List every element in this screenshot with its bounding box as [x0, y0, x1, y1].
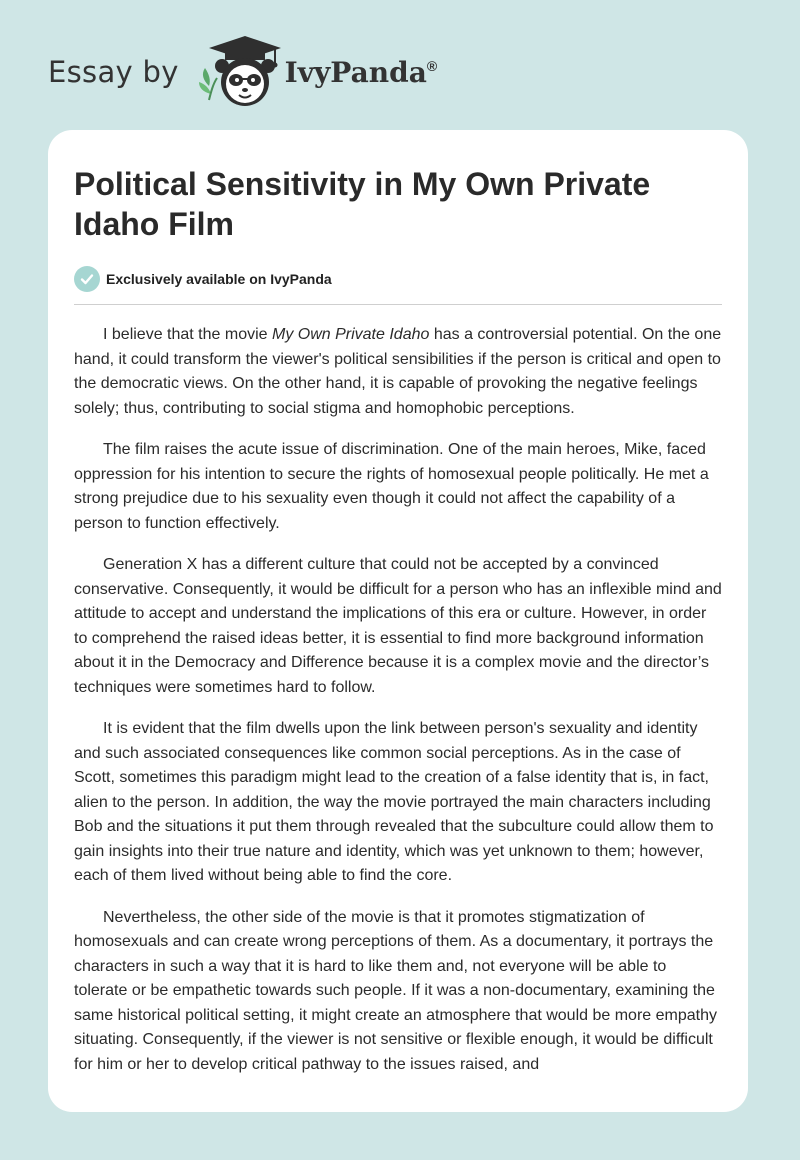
exclusive-badge [74, 266, 722, 292]
paragraph-4: It is evident that the film dwells upon the link between person's sexuality and identity and such associated consequences like common social perceptions. As in the case of Scott, sometimes this paradigm might lead to the creation of a false identity that is, in fact, alien to the person. In addition, the way the movie portrayed the main characters including Bob and the situations it put them through revealed that the subculture could allow them to gain insights into their true nature and identity, which was yet unknown to them; however, each of them lived without being able to find the core. [74, 720, 714, 884]
site-header [48, 34, 508, 110]
exclusive-badge-label: Exclusively available on IvyPanda [106, 271, 332, 287]
paragraph-3: Generation X has a different culture that could not be accepted by a convinced conservative. Consequently, it would be difficult for a person who has an inflexible mind and attitude to accept and understand the implications of this era or culture. However, in order to comprehend the raised ideas better, it is essential to find more background information about it in the Democracy and Difference because it is a complex movie and the director’s techniques were sometimes hard to follow. [74, 556, 722, 696]
brand-name: IvyPanda® [284, 55, 438, 89]
paragraph-2: The film raises the acute issue of discrimination. One of the main heroes, Mike, faced oppression for his intention to secure the rights of homosexual people politically. He met a strong prejudice due to his sexuality even though it could not affect the capability of a person to function effectively. [74, 441, 709, 532]
paragraph-1: I believe that the movie My Own Private Idaho has a controversial potential. On the one hand, it could transform the viewer's political sensibilities if the person is critical and open to the democratic views. On the other hand, it is capable of provoking the negative feelings solely; thus, contributing to social stigma and homophobic perceptions. [74, 326, 722, 417]
checkmark-icon [74, 266, 100, 292]
panda-graduate-icon [195, 34, 281, 110]
page-title: Political Sensitivity in My Own Private Idaho Film [74, 166, 651, 242]
essay-card [48, 130, 748, 1112]
divider [74, 304, 722, 305]
film-title: My Own Private Idaho [271, 326, 430, 343]
essay-by-label: Essay by [48, 55, 179, 89]
paragraph-5: Nevertheless, the other side of the movie is that it promotes stigmatization of homosexuals and can create wrong perceptions of them. As a documentary, it portrays the characters in such a way that it is hard to like them and, not everyone will be able to tolerate or be empathetic towards such people. If it was a non-documentary, examining the same historical political setting, it might create an atmosphere that would be more empathy situating. Consequently, if the viewer is not sensitive or flexible enough, it would be difficult for him or her to develop critical pathway to the issues raised, and [74, 908, 717, 1073]
